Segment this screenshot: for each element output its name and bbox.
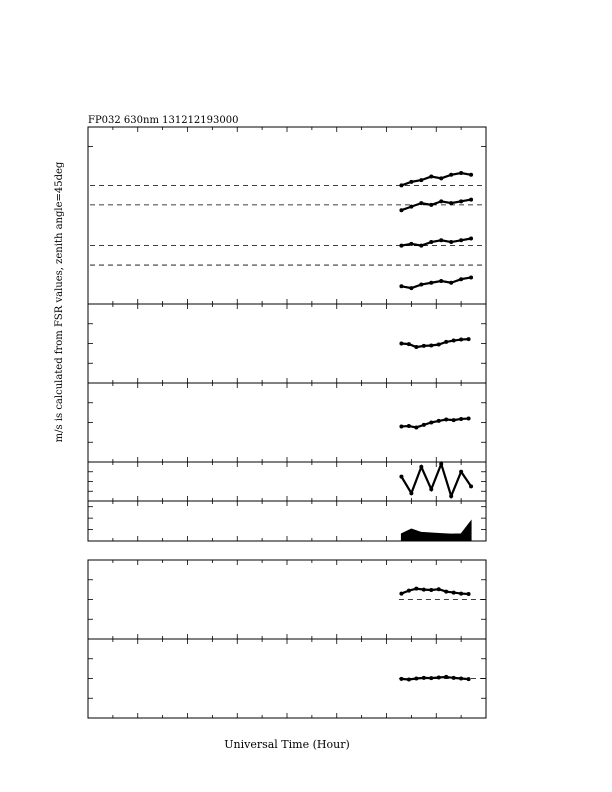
data-point — [452, 591, 456, 595]
data-point — [469, 484, 473, 488]
data-point — [459, 199, 463, 203]
data-point — [459, 470, 463, 474]
data-point — [429, 175, 433, 179]
data-point — [429, 676, 433, 680]
data-point — [399, 424, 403, 428]
plot-frame — [88, 127, 486, 304]
data-point — [459, 338, 463, 342]
data-point — [437, 587, 441, 591]
series-line — [401, 589, 468, 594]
data-point — [469, 198, 473, 202]
panel-ns-drift — [88, 383, 486, 462]
data-point — [467, 677, 471, 681]
data-point — [429, 343, 433, 347]
data-point — [409, 491, 413, 495]
data-point — [409, 242, 413, 246]
data-point — [422, 676, 426, 680]
data-point — [414, 345, 418, 349]
data-point — [409, 205, 413, 209]
data-point — [467, 417, 471, 421]
data-point — [437, 342, 441, 346]
data-point — [429, 203, 433, 207]
series-line — [401, 677, 468, 680]
panel-ve — [88, 560, 486, 639]
data-point — [444, 418, 448, 422]
panel-vn — [88, 639, 486, 718]
data-point — [439, 238, 443, 242]
data-point — [429, 487, 433, 491]
data-point — [399, 677, 403, 681]
data-point — [422, 423, 426, 427]
data-point — [399, 475, 403, 479]
data-point — [399, 244, 403, 248]
data-point — [429, 588, 433, 592]
data-point — [409, 286, 413, 290]
data-point — [399, 183, 403, 187]
data-point — [469, 237, 473, 241]
data-point — [409, 180, 413, 184]
data-point — [459, 417, 463, 421]
panel-peak-counts — [88, 501, 486, 541]
panel-ew-drift — [88, 304, 486, 383]
data-point — [399, 284, 403, 288]
data-point — [459, 592, 463, 596]
data-point — [399, 342, 403, 346]
data-point — [439, 279, 443, 283]
data-point — [407, 342, 411, 346]
data-point — [449, 494, 453, 498]
data-point — [437, 676, 441, 680]
data-point — [467, 337, 471, 341]
data-point — [444, 340, 448, 344]
series-line — [401, 339, 468, 347]
data-point — [437, 419, 441, 423]
data-point — [414, 425, 418, 429]
data-point — [452, 339, 456, 343]
plot-frame — [88, 304, 486, 383]
data-point — [452, 676, 456, 680]
data-point — [467, 592, 471, 596]
data-point — [419, 283, 423, 287]
series-area — [401, 521, 471, 541]
data-point — [449, 201, 453, 205]
data-point — [399, 592, 403, 596]
data-point — [439, 462, 443, 466]
data-point — [449, 173, 453, 177]
data-point — [459, 677, 463, 681]
plot-frame — [88, 383, 486, 462]
panel-fit-error — [88, 462, 486, 501]
data-point — [419, 201, 423, 205]
data-point — [422, 344, 426, 348]
panel-directional-wind — [88, 127, 486, 304]
data-point — [449, 240, 453, 244]
data-point — [422, 588, 426, 592]
data-point — [459, 277, 463, 281]
data-point — [429, 421, 433, 425]
panels — [88, 127, 486, 718]
data-point — [407, 589, 411, 593]
data-point — [419, 244, 423, 248]
data-point — [407, 677, 411, 681]
data-point — [429, 281, 433, 285]
data-point — [419, 465, 423, 469]
data-point — [414, 587, 418, 591]
data-point — [419, 178, 423, 182]
data-point — [414, 677, 418, 681]
side-note: m/s is calculated from FSR values, zenith angle=45deg — [54, 161, 65, 443]
data-point — [407, 424, 411, 428]
data-point — [452, 418, 456, 422]
data-point — [439, 176, 443, 180]
series-line — [401, 419, 468, 428]
data-point — [459, 171, 463, 175]
data-point — [449, 281, 453, 285]
data-point — [429, 240, 433, 244]
x-axis-label: Universal Time (Hour) — [224, 738, 350, 751]
data-point — [444, 590, 448, 594]
data-point — [469, 173, 473, 177]
data-point — [444, 675, 448, 679]
data-point — [439, 199, 443, 203]
chart-title: FP032 630nm 131212193000 — [88, 115, 239, 126]
data-point — [459, 238, 463, 242]
plot-frame — [88, 462, 486, 501]
data-point — [399, 208, 403, 212]
data-point — [469, 275, 473, 279]
